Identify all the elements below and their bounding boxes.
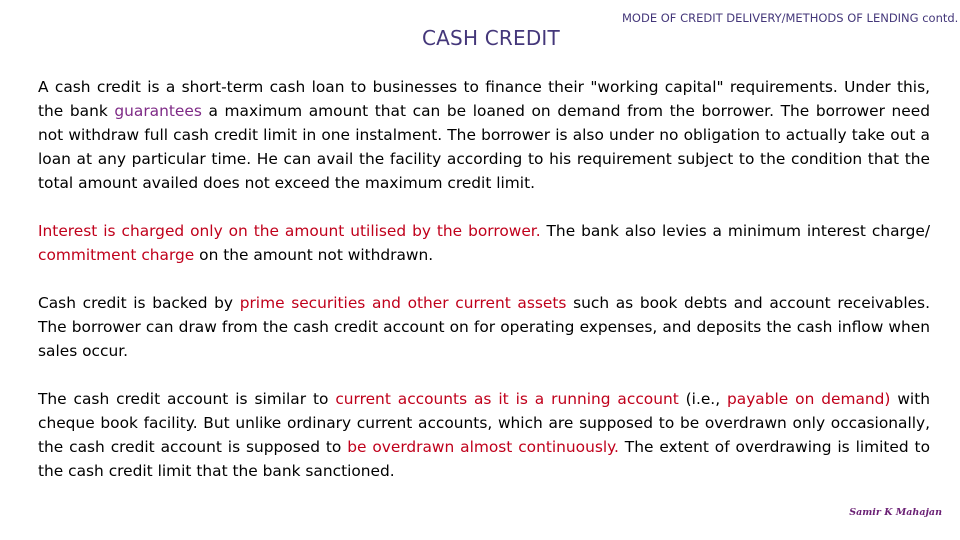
paragraph-text: The cash credit account is similar to xyxy=(38,390,336,408)
paragraph-text: The bank also levies a minimum interest charge/ xyxy=(540,222,930,240)
highlight-commitment-charge: commitment charge xyxy=(38,246,195,264)
header-section-note: MODE OF CREDIT DELIVERY/METHODS OF LENDING contd. xyxy=(622,11,959,25)
paragraph-definition xyxy=(38,75,930,195)
highlight-running-account: current accounts as it is a running account xyxy=(335,390,679,408)
paragraph-text: on the amount not withdrawn. xyxy=(194,246,434,264)
paragraph-account xyxy=(38,387,930,483)
highlight-prime-securities: prime securities and other current assets xyxy=(239,294,567,312)
highlight-guarantees: guarantees xyxy=(114,102,202,120)
paragraph-text: such as book debts and account receivables. The borrower can draw from the cash credit account on for operating expenses, and deposits the cash inflow when sales occur. xyxy=(38,294,930,360)
paragraph-text: The extent of overdrawing is limited to the cash credit limit that the bank sanctioned. xyxy=(38,438,931,480)
paragraph-security xyxy=(38,291,930,363)
paragraph-text: A cash credit is a short-term cash loan to businesses to finance their "working capital" requirements. Under this, the bank xyxy=(38,78,930,120)
paragraph-text: Cash credit is backed by xyxy=(38,294,240,312)
paragraph-text: (i.e., xyxy=(678,390,727,408)
paragraph-interest xyxy=(38,219,930,267)
highlight-interest: Interest is charged only on the amount utilised by the borrower. xyxy=(38,222,541,240)
author-signature: Samir K Mahajan xyxy=(849,507,942,518)
paragraph-text: with cheque book facility. But unlike ordinary current accounts, which are supposed to be overdrawn only occasionally, the cash credit account is supposed to xyxy=(38,390,930,456)
highlight-payable-on-demand: payable on demand) xyxy=(727,390,891,408)
slide-title: CASH CREDIT xyxy=(422,26,560,50)
paragraph-text: a maximum amount that can be loaned on demand from the borrower. The borrower need not withdraw full cash credit limit in one instalment. The borrower is also under no obligation to actually take out a loan at any particular time. He can avail the facility according to his requirement subject to the condition that the total amount availed does not exceed the maximum credit limit. xyxy=(38,102,930,192)
highlight-overdrawn: be overdrawn almost continuously. xyxy=(347,438,619,456)
slide-body xyxy=(38,75,930,483)
